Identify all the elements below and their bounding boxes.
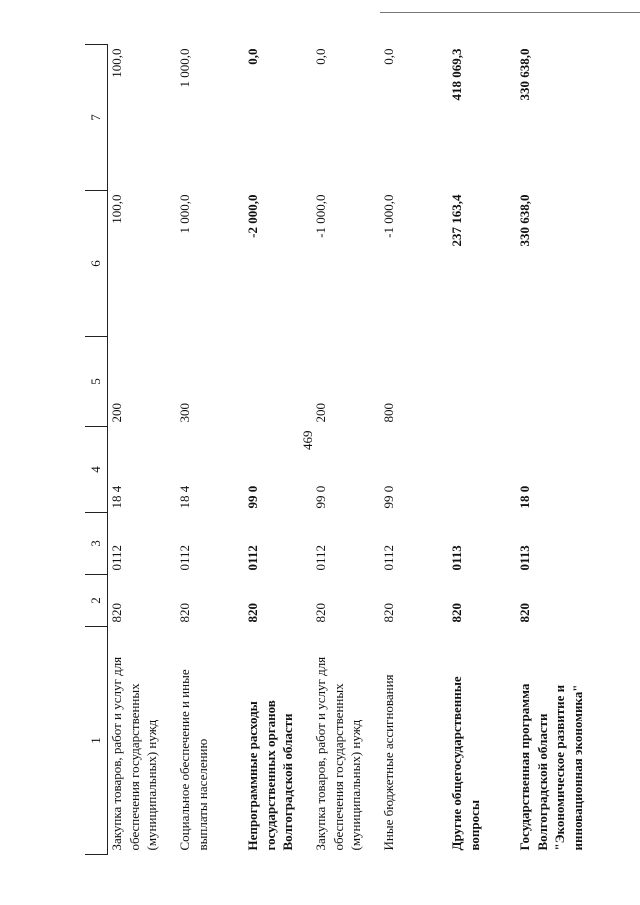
column-header-3: 3	[85, 513, 108, 575]
amount-col6: 237 163,4	[449, 194, 464, 247]
amount-col6: 100,0	[109, 194, 124, 224]
admin-code: 820	[177, 603, 192, 623]
row-name: Иные бюджетные ассигнования	[381, 674, 396, 851]
amount-col7: 330 638,0	[517, 48, 532, 101]
top-rule	[380, 12, 640, 13]
column-header-6: 6	[85, 191, 108, 337]
amount-col7: 0,0	[313, 48, 328, 65]
expense-type-code	[244, 337, 312, 427]
expense-type-code: 800	[381, 403, 396, 423]
amount-col6: -1 000,0	[381, 194, 396, 238]
amount-col6: -1 000,0	[313, 194, 328, 238]
column-header-7: 7	[85, 45, 108, 191]
target-code	[448, 427, 516, 513]
admin-code: 820	[245, 603, 260, 623]
admin-code: 820	[313, 603, 328, 623]
section-code: 0112	[177, 544, 192, 571]
expense-type-code: 200	[313, 403, 328, 423]
section-code: 0113	[517, 545, 532, 571]
table-row	[448, 45, 516, 855]
target-code: 99 0	[245, 485, 260, 509]
expense-type-code: 300	[177, 403, 192, 423]
table-row	[244, 45, 312, 855]
row-name: Закупка товаров, работ и услуг для обеспечения государственных (муниципальных) нужд	[313, 656, 364, 851]
admin-code: 820	[449, 603, 464, 623]
row-name: Социальное обеспечение и иные выплаты населению	[177, 669, 210, 851]
section-code: 0112	[109, 544, 124, 571]
target-code: 18 0	[517, 485, 532, 509]
admin-code: 820	[517, 603, 532, 623]
admin-code: 820	[381, 603, 396, 623]
target-code: 18 4	[109, 485, 124, 509]
table-row	[312, 45, 380, 855]
table-row	[380, 45, 448, 855]
column-header-5: 5	[85, 337, 108, 427]
amount-col7: 418 069,3	[449, 48, 464, 101]
amount-col6: 1 000,0	[177, 194, 192, 234]
amount-col6: -2 000,0	[245, 194, 260, 238]
column-header-1: 1	[85, 627, 108, 855]
expense-type-code	[448, 337, 516, 427]
column-header-2: 2	[85, 575, 108, 627]
row-name: Государственная программа Волгоградской области "Экономическое развитие и инновационная экономика"	[517, 683, 585, 851]
section-code: 0112	[245, 545, 260, 571]
amount-col7: 1 000,0	[177, 48, 192, 88]
table-row	[108, 45, 177, 855]
row-name: Непрограммные расходы государственных органов Волгоградской области	[245, 700, 296, 851]
target-code: 99 0	[313, 485, 328, 509]
table-row	[176, 45, 244, 855]
row-name: Другие общегосударственные вопросы	[449, 676, 482, 851]
amount-col7: 0,0	[245, 48, 260, 65]
header-row	[85, 45, 108, 855]
column-header-4: 4	[85, 427, 108, 513]
section-code: 0112	[381, 544, 396, 571]
amount-col6: 330 638,0	[517, 194, 532, 247]
amount-col7: 0,0	[381, 48, 396, 65]
rotated-table-container	[85, 45, 615, 855]
expense-type-code	[516, 337, 594, 427]
amount-col7: 100,0	[109, 48, 124, 78]
target-code: 99 0	[381, 485, 396, 509]
section-code: 0113	[449, 545, 464, 571]
admin-code: 820	[109, 603, 124, 623]
expense-type-code: 200	[109, 403, 124, 423]
page-number: 469	[300, 430, 315, 450]
section-code: 0112	[313, 544, 328, 571]
target-code: 18 4	[177, 485, 192, 509]
row-name: Закупка товаров, работ и услуг для обеспечения государственных (муниципальных) нужд	[109, 656, 160, 851]
table-row	[516, 45, 594, 855]
budget-table	[85, 44, 594, 855]
